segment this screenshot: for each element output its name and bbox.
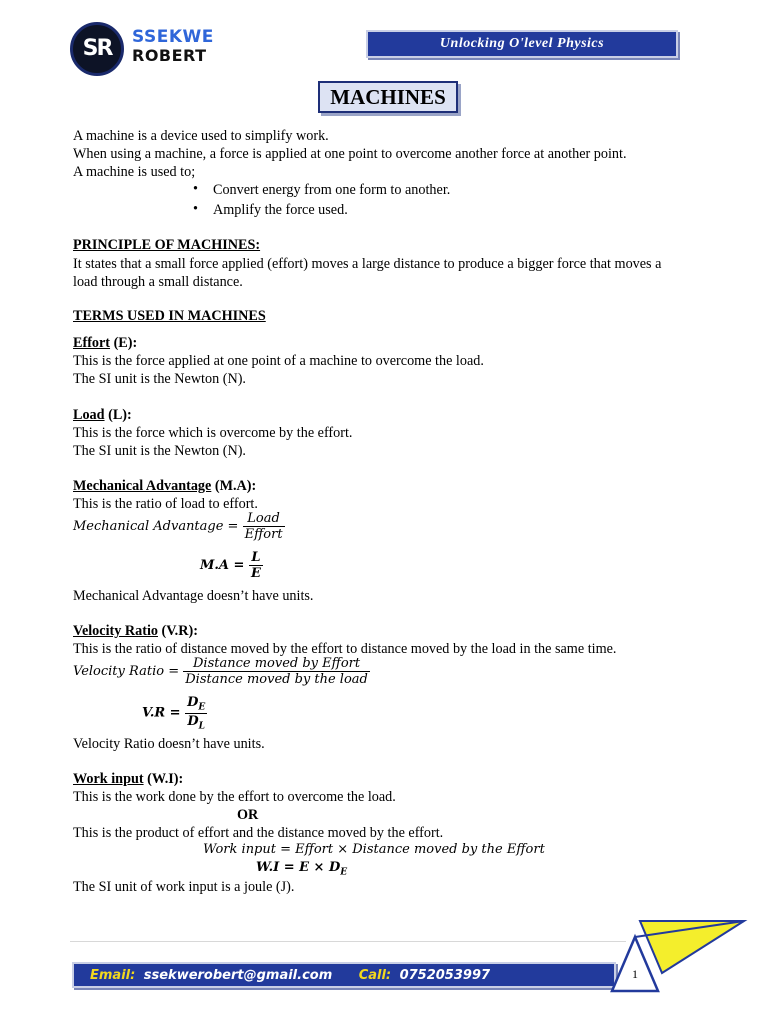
ma-heading: Mechanical Advantage (M.A):	[73, 478, 257, 494]
ma-definition: This is the ratio of load to effort.	[73, 496, 258, 512]
page-number: 1	[632, 967, 638, 981]
principle-heading: PRINCIPLE OF MACHINES:	[73, 237, 261, 253]
ma-note: Mechanical Advantage doesn’t have units.	[73, 588, 314, 604]
vr-short-formula: V.R = $\frac{D_E}{D_L}$	[142, 695, 206, 732]
bullet-icon: •	[193, 181, 198, 197]
intro-line-2: When using a machine, a force is applied at one point to overcome another force at another point.	[73, 146, 627, 162]
page-title: MACHINES	[318, 81, 458, 113]
footer-triangle-graphic	[600, 915, 750, 995]
wi-definition-2: This is the product of effort and the distance moved by the effort.	[73, 825, 444, 841]
load-heading: Load (L):	[73, 407, 132, 423]
vr-heading: Velocity Ratio (V.R):	[73, 623, 198, 639]
load-unit: The SI unit is the Newton (N).	[73, 443, 246, 459]
email-label: Email:	[90, 968, 136, 983]
bullet-icon: •	[193, 201, 198, 217]
header-banner: Unlocking O'level Physics	[366, 30, 678, 58]
ma-formula: Mechanical Advantage = $\frac{\text{Load}}{\text{Effort}}$	[73, 511, 283, 542]
list-item: Amplify the force used.	[213, 202, 348, 218]
effort-unit: The SI unit is the Newton (N).	[73, 371, 246, 387]
wi-or: OR	[237, 807, 259, 823]
footer-divider	[70, 941, 626, 942]
intro-line-3: A machine is used to;	[73, 164, 196, 180]
effort-definition: This is the force applied at one point of a machine to overcome the load.	[73, 353, 484, 369]
wi-short-formula: $W.I = E \times D_E$	[256, 860, 348, 878]
vr-note: Velocity Ratio doesn’t have units.	[73, 736, 265, 752]
principle-line-1: It states that a small force applied (effort) moves a large distance to produce a bigger force that moves a	[73, 256, 662, 272]
principle-line-2: load through a small distance.	[73, 274, 243, 290]
logo-letters: SR	[82, 36, 112, 61]
footer-contact-bar	[72, 962, 616, 988]
wi-definition-1: This is the work done by the effort to overcome the load.	[73, 789, 396, 805]
vr-definition: This is the ratio of distance moved by the effort to distance moved by the load in the same time.	[73, 641, 617, 657]
intro-line-1: A machine is a device used to simplify work.	[73, 128, 329, 144]
wi-heading: Work input (W.I):	[73, 771, 184, 787]
wi-formula: Work input = Effort × Distance moved by the Effort	[203, 842, 545, 857]
vr-formula: Velocity Ratio = $\frac{\text{Distance moved by Effort}}{\text{Distance moved by the load}}$	[73, 656, 368, 687]
logo	[70, 20, 214, 78]
logo-name-first: SSEKWE	[132, 27, 214, 47]
load-definition: This is the force which is overcome by the effort.	[73, 425, 353, 441]
logo-name-last: ROBERT	[132, 46, 207, 65]
list-item: Convert energy from one form to another.	[213, 182, 451, 198]
call-label: Call:	[358, 968, 392, 983]
ma-short-formula: M.A = $\frac{L}{E}$	[200, 550, 261, 581]
phone-value[interactable]: 0752053997	[399, 968, 491, 983]
email-value[interactable]: ssekwerobert@gmail.com	[143, 968, 333, 983]
terms-heading: TERMS USED IN MACHINES	[73, 308, 266, 324]
effort-heading: Effort (E):	[73, 335, 138, 351]
wi-unit: The SI unit of work input is a joule (J).	[73, 879, 295, 895]
